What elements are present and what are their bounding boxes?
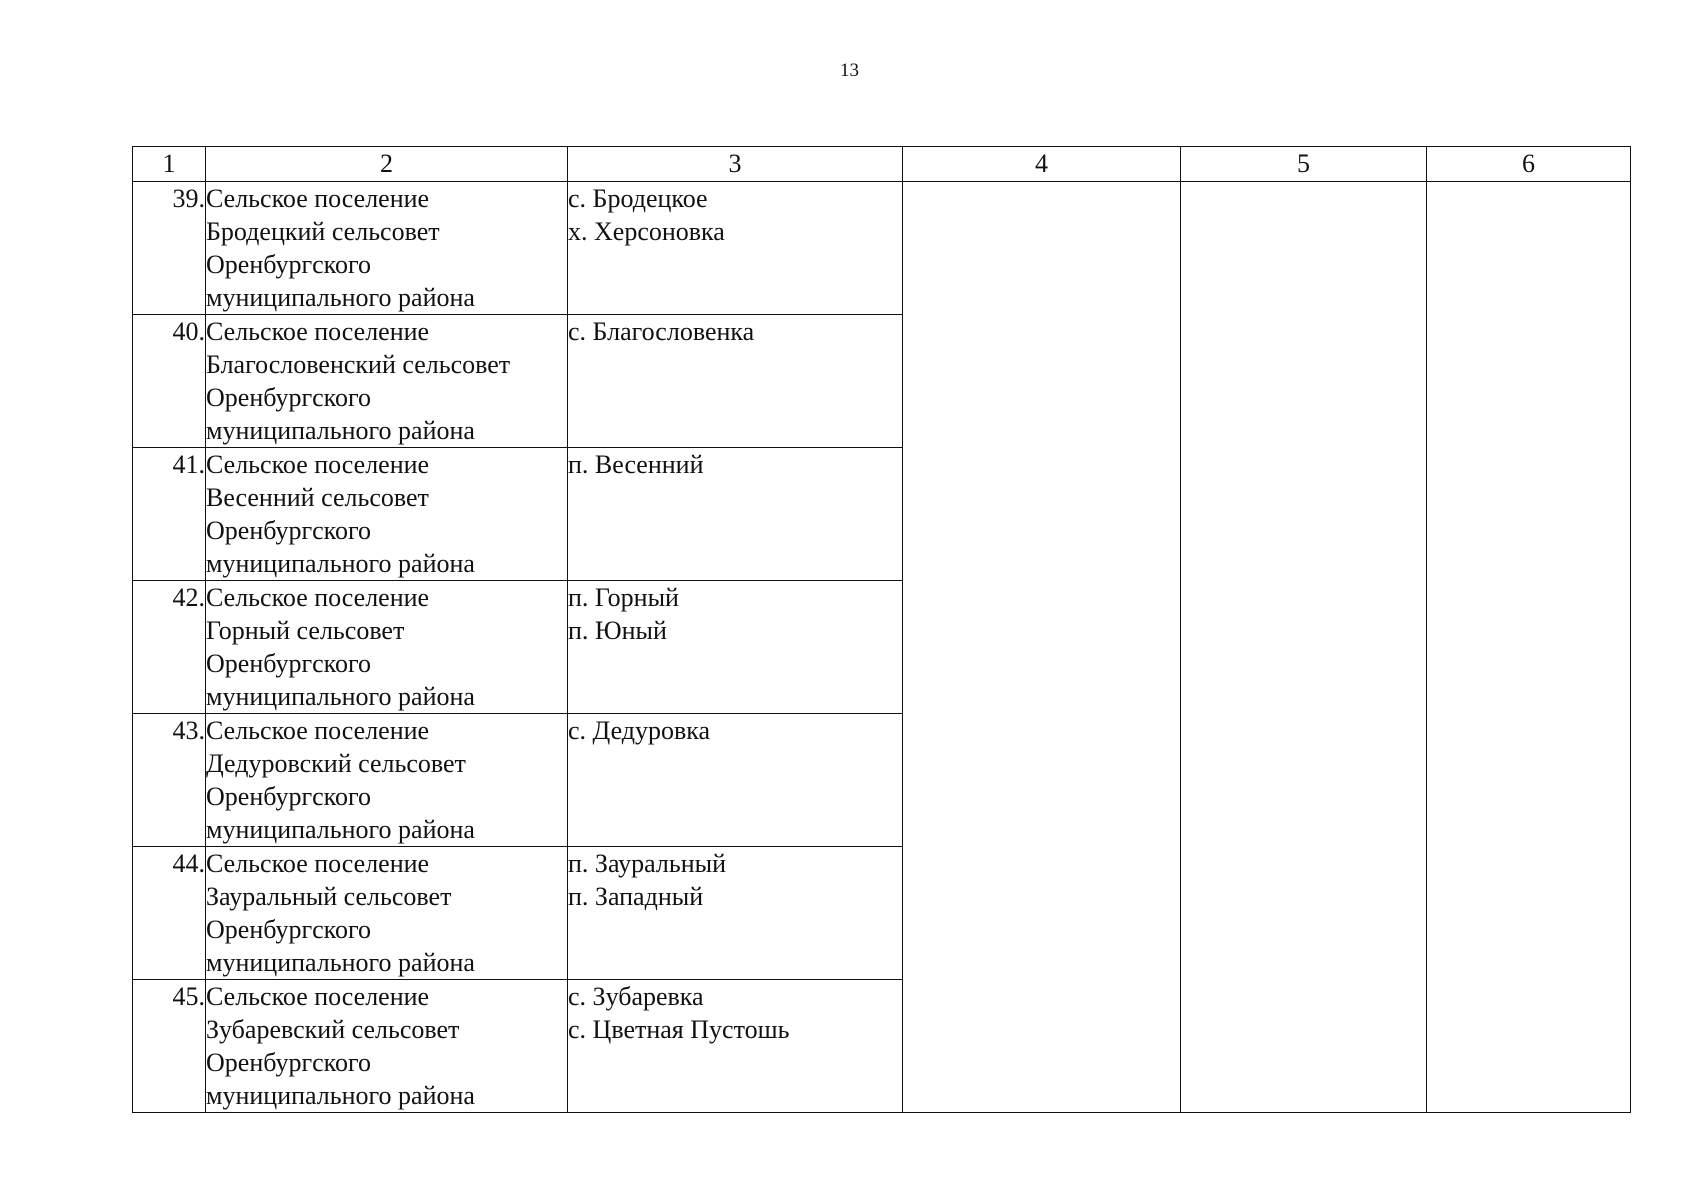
name-line: Сельское поселение (206, 583, 430, 612)
settlements-cell (568, 847, 903, 980)
municipality-name (206, 448, 568, 581)
page-number: 13 (840, 60, 859, 81)
row-number: 43. (133, 714, 206, 847)
header-col-2: 2 (206, 147, 568, 182)
header-col-6: 6 (1427, 147, 1631, 182)
name-line: Сельское поселение (206, 450, 430, 479)
col-5-cell (1181, 182, 1427, 1113)
header-col-1: 1 (133, 147, 206, 182)
table-body (133, 182, 1631, 1113)
row-number: 45. (133, 980, 206, 1113)
name-line: Оренбургского (206, 915, 372, 944)
name-line: Оренбургского (206, 1048, 372, 1077)
table-row (133, 182, 1631, 315)
settlement-line: с. Дедуровка (568, 716, 711, 745)
settlements-table (132, 146, 1631, 1113)
settlement-line: с. Бродецкое (568, 184, 708, 213)
name-line: муниципального района (206, 815, 475, 844)
name-line: Сельское поселение (206, 716, 430, 745)
row-number: 40. (133, 315, 206, 448)
settlement-line: п. Горный (568, 583, 679, 612)
name-line: Зубаревский сельсовет (206, 1015, 460, 1044)
municipality-name (206, 847, 568, 980)
settlements-cell (568, 980, 903, 1113)
municipality-name (206, 315, 568, 448)
table-header-row (133, 147, 1631, 182)
row-number: 39. (133, 182, 206, 315)
name-line: Благословенский сельсовет (206, 350, 511, 379)
settlement-line: с. Благословенка (568, 317, 755, 346)
settlements-cell (568, 581, 903, 714)
settlement-line: с. Цветная Пустошь (568, 1015, 790, 1044)
settlement-line: х. Херсоновка (568, 217, 725, 246)
row-number: 41. (133, 448, 206, 581)
settlement-line: п. Юный (568, 616, 667, 645)
settlement-line: п. Зауральный (568, 849, 727, 878)
name-line: муниципального района (206, 283, 475, 312)
name-line: Оренбургского (206, 649, 372, 678)
name-line: Оренбургского (206, 516, 372, 545)
header-col-3: 3 (568, 147, 903, 182)
col-4-cell (903, 182, 1181, 1113)
name-line: Весенний сельсовет (206, 483, 429, 512)
name-line: Зауральный сельсовет (206, 882, 452, 911)
name-line: муниципального района (206, 416, 475, 445)
municipality-name (206, 714, 568, 847)
settlements-cell (568, 182, 903, 315)
settlements-cell (568, 448, 903, 581)
row-number: 44. (133, 847, 206, 980)
name-line: Дедуровский сельсовет (206, 749, 466, 778)
settlement-line: с. Зубаревка (568, 982, 704, 1011)
settlement-line: п. Весенний (568, 450, 704, 479)
municipality-name (206, 182, 568, 315)
name-line: Сельское поселение (206, 317, 430, 346)
settlements-cell (568, 315, 903, 448)
name-line: Сельское поселение (206, 849, 430, 878)
name-line: Оренбургского (206, 250, 372, 279)
settlement-line: п. Западный (568, 882, 704, 911)
name-line: Бродецкий сельсовет (206, 217, 440, 246)
col-6-cell (1427, 182, 1631, 1113)
name-line: Оренбургского (206, 383, 372, 412)
municipality-name (206, 980, 568, 1113)
name-line: Сельское поселение (206, 982, 430, 1011)
name-line: муниципального района (206, 682, 475, 711)
row-number: 42. (133, 581, 206, 714)
name-line: муниципального района (206, 549, 475, 578)
header-col-5: 5 (1181, 147, 1427, 182)
name-line: Оренбургского (206, 782, 372, 811)
name-line: муниципального района (206, 1081, 475, 1110)
municipality-name (206, 581, 568, 714)
name-line: Сельское поселение (206, 184, 430, 213)
settlements-cell (568, 714, 903, 847)
name-line: муниципального района (206, 948, 475, 977)
header-col-4: 4 (903, 147, 1181, 182)
name-line: Горный сельсовет (206, 616, 405, 645)
